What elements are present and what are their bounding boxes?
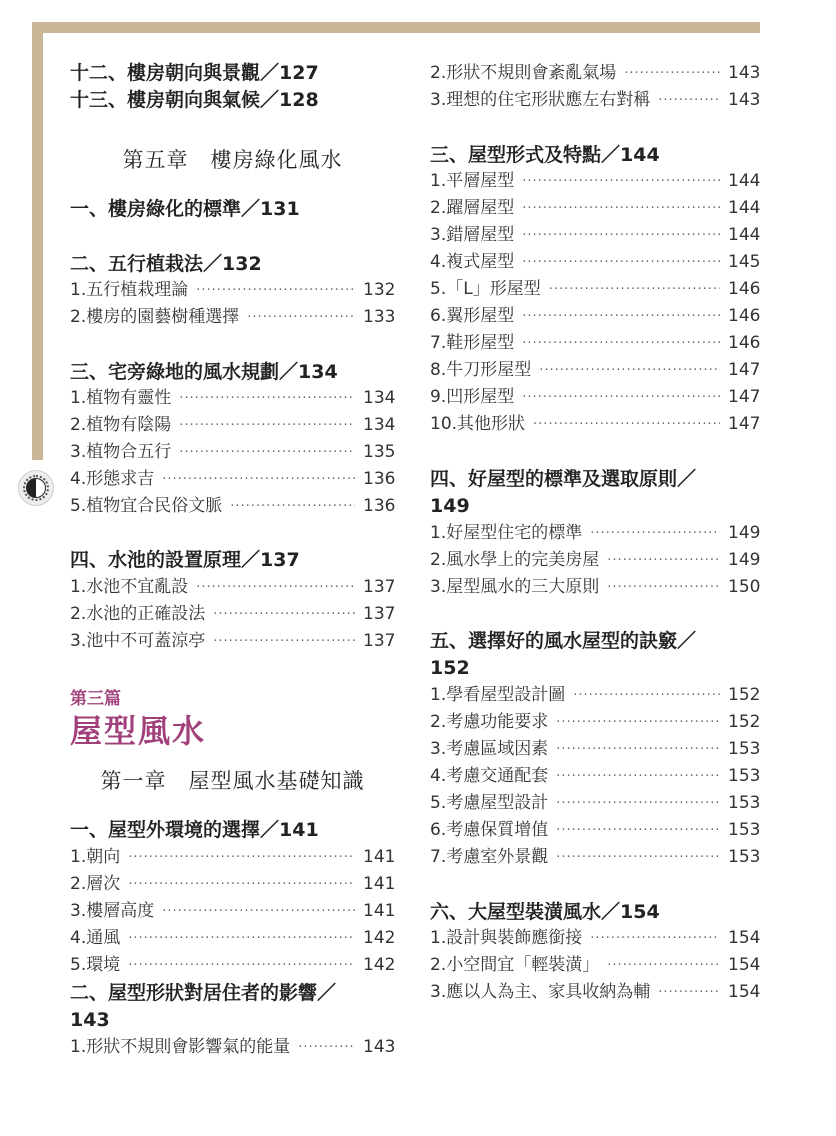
toc-entry[interactable]: 1.水池不宜亂設 ····· 137	[70, 574, 395, 601]
toc-heading[interactable]: 一、屋型外環境的選擇／141	[70, 819, 319, 841]
top-decorative-bar	[32, 22, 760, 33]
toc-entry[interactable]: 2.風水學上的完美房屋 ····· 149	[430, 547, 760, 574]
toc-entry[interactable]: 2.植物有陰陽 ····· 134	[70, 412, 395, 439]
chapter-title: 第一章 屋型風水基礎知識	[100, 769, 365, 793]
toc-entry[interactable]: 4.考慮交通配套 ····· 153	[430, 763, 760, 790]
toc-heading[interactable]: 一、樓房綠化的標準／131	[70, 198, 300, 220]
toc-entry[interactable]: 4.形態求吉 ····· 136	[70, 466, 395, 493]
toc-entry[interactable]: 3.理想的住宅形狀應左右對稱 ····· 143	[430, 87, 760, 114]
toc-entry[interactable]: 3.樓層高度 ····· 141	[70, 898, 395, 925]
toc-heading[interactable]: 四、水池的設置原理／137	[70, 549, 300, 571]
toc-entry[interactable]: 2.小空間宜「輕裝潢」 ····· 154	[430, 952, 760, 979]
toc-entry[interactable]: 6.翼形屋型 ····· 146	[430, 303, 760, 330]
toc-heading-page: 149	[430, 495, 470, 517]
toc-heading[interactable]: 五、選擇好的風水屋型的訣竅／	[430, 630, 697, 652]
toc-entry[interactable]: 1.植物有靈性 ····· 134	[70, 385, 395, 412]
toc-heading[interactable]: 二、屋型形狀對居住者的影響／	[70, 982, 337, 1004]
toc-entry[interactable]: 9.凹形屋型 ····· 147	[430, 384, 760, 411]
yin-yang-bagua-icon	[18, 470, 54, 506]
toc-entry[interactable]: 3.錯層屋型 ····· 144	[430, 222, 760, 249]
left-decorative-bar	[32, 22, 43, 460]
toc-entry[interactable]: 1.朝向 ····· 141	[70, 844, 395, 871]
toc-entry[interactable]: 2.樓房的園藝樹種選擇 ····· 133	[70, 304, 395, 331]
toc-entry[interactable]: 2.躍層屋型 ····· 144	[430, 195, 760, 222]
part-label: 第三篇	[70, 689, 121, 709]
toc-heading[interactable]: 十二、樓房朝向與景觀／127	[70, 62, 319, 84]
toc-entry[interactable]: 3.池中不可蓋涼亭 ····· 137	[70, 628, 395, 655]
toc-entry[interactable]: 1.學看屋型設計圖 ····· 152	[430, 682, 760, 709]
toc-entry[interactable]: 7.鞋形屋型 ····· 146	[430, 330, 760, 357]
toc-entry[interactable]: 3.考慮區域因素 ····· 153	[430, 736, 760, 763]
toc-heading[interactable]: 六、大屋型裝潢風水／154	[430, 901, 660, 923]
toc-entry[interactable]: 8.牛刀形屋型 ····· 147	[430, 357, 760, 384]
toc-entry[interactable]: 1.設計與裝飾應銜接 ····· 154	[430, 925, 760, 952]
toc-heading[interactable]: 三、宅旁綠地的風水規劃／134	[70, 361, 338, 383]
toc-entry[interactable]: 5.環境 ····· 142	[70, 952, 395, 979]
toc-entry[interactable]: 4.複式屋型 ····· 145	[430, 249, 760, 276]
toc-entry[interactable]: 7.考慮室外景觀 ····· 153	[430, 844, 760, 871]
toc-entry[interactable]: 3.屋型風水的三大原則 ····· 150	[430, 574, 760, 601]
toc-heading-page: 152	[430, 657, 470, 679]
toc-entry[interactable]: 5.考慮屋型設計 ····· 153	[430, 790, 760, 817]
chapter-title: 第五章 樓房綠化風水	[122, 148, 343, 172]
toc-entry[interactable]: 1.平層屋型 ····· 144	[430, 168, 760, 195]
toc-entry[interactable]: 2.形狀不規則會紊亂氣場 ····· 143	[430, 60, 760, 87]
toc-heading-page: 143	[70, 1009, 110, 1031]
toc-heading[interactable]: 四、好屋型的標準及選取原則／	[430, 468, 697, 490]
toc-entry[interactable]: 2.考慮功能要求 ····· 152	[430, 709, 760, 736]
toc-entry[interactable]: 3.應以人為主、家具收納為輔 ····· 154	[430, 979, 760, 1006]
toc-entry[interactable]: 2.水池的正確設法 ····· 137	[70, 601, 395, 628]
toc-entry[interactable]: 2.層次 ····· 141	[70, 871, 395, 898]
toc-heading[interactable]: 十三、樓房朝向與氣候／128	[70, 89, 319, 111]
toc-entry[interactable]: 5.植物宜合民俗文脈 ····· 136	[70, 493, 395, 520]
toc-entry[interactable]: 10.其他形狀 ····· 147	[430, 411, 760, 438]
toc-entry[interactable]: 1.五行植栽理論 ····· 132	[70, 277, 395, 304]
toc-entry[interactable]: 3.植物合五行 ····· 135	[70, 439, 395, 466]
toc-heading[interactable]: 三、屋型形式及特點／144	[430, 144, 660, 166]
toc-entry[interactable]: 1.好屋型住宅的標準 ····· 149	[430, 520, 760, 547]
toc-entry[interactable]: 5.「L」形屋型 ····· 146	[430, 276, 760, 303]
part-title: 屋型風水	[70, 712, 207, 750]
toc-heading[interactable]: 二、五行植栽法／132	[70, 253, 262, 275]
toc-entry[interactable]: 4.通風 ····· 142	[70, 925, 395, 952]
toc-entry[interactable]: 6.考慮保質增值 ····· 153	[430, 817, 760, 844]
toc-entry[interactable]: 1.形狀不規則會影響氣的能量 ····· 143	[70, 1034, 395, 1061]
